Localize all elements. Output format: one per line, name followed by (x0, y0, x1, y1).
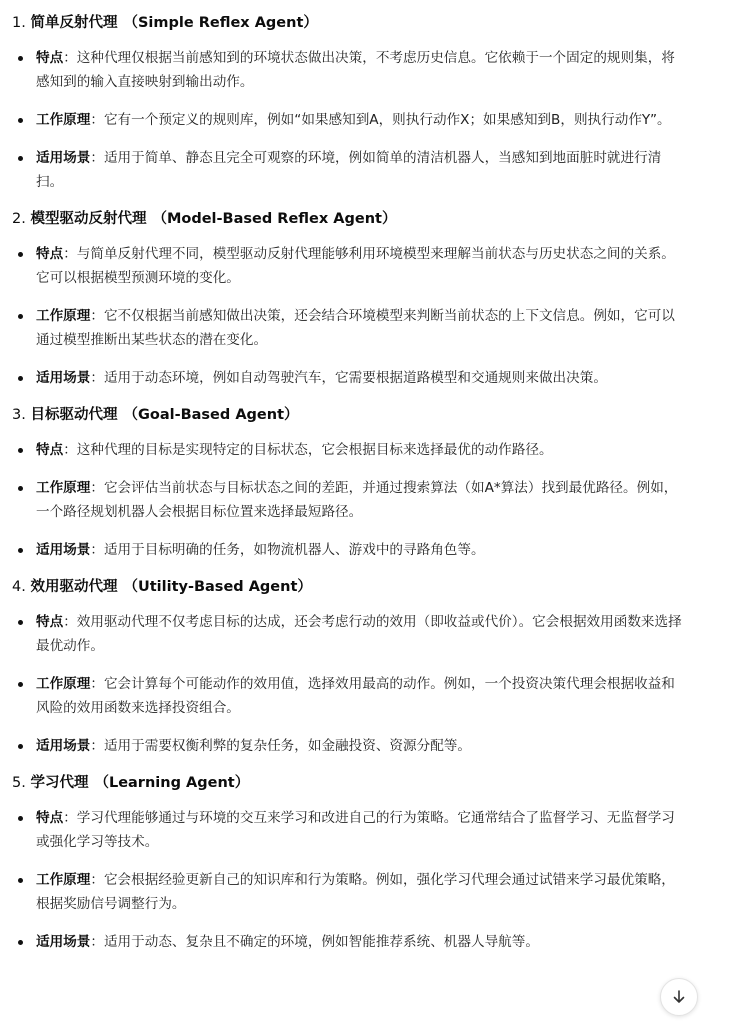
point-label: 适用场景 (36, 150, 91, 166)
section-title (12, 208, 688, 230)
point-text: ：这种代理的目标是实现特定的目标状态，它会根据目标来选择最优的动作路径。 (63, 442, 553, 458)
section-title-en: （Simple Reflex Agent） (123, 15, 318, 31)
point-label: 工作原理 (36, 676, 91, 692)
point-label: 适用场景 (36, 542, 91, 558)
section-model-based-reflex-agent (12, 208, 688, 390)
point-label: 工作原理 (36, 480, 91, 496)
list-item (12, 46, 688, 94)
point-text: ：适用于简单、静态且完全可观察的环境，例如简单的清洁机器人，当感知到地面脏时就进行清扫。 (36, 150, 662, 190)
section-number: 5. (12, 775, 26, 791)
point-label: 适用场景 (36, 370, 91, 386)
point-text: ：它不仅根据当前感知做出决策，还会结合环境模型来判断当前状态的上下文信息。例如，它可以通过模型推断出某些状态的潜在变化。 (36, 308, 675, 348)
bullet-icon (18, 486, 23, 491)
section-number: 2. (12, 211, 26, 227)
list-item (12, 108, 688, 132)
bullet-icon (18, 56, 23, 61)
section-title-en: （Utility-Based Agent） (123, 579, 312, 595)
point-text: ：它会根据经验更新自己的知识库和行为策略。例如，强化学习代理会通过试错来学习最优策略，根据奖励信号调整行为。 (36, 872, 675, 912)
point-label: 特点 (36, 50, 64, 66)
section-title-en: （Learning Agent） (94, 775, 250, 791)
point-label: 工作原理 (36, 112, 91, 128)
list-item (12, 242, 688, 290)
bullet-icon (18, 744, 23, 749)
point-list (12, 242, 688, 390)
point-label: 特点 (36, 442, 64, 458)
point-text: ：适用于动态环境，例如自动驾驶汽车，它需要根据道路模型和交通规则来做出决策。 (90, 370, 607, 386)
section-number: 1. (12, 15, 26, 31)
bullet-icon (18, 156, 23, 161)
bullet-icon (18, 548, 23, 553)
bullet-icon (18, 816, 23, 821)
section-learning-agent (12, 772, 688, 954)
point-label: 适用场景 (36, 738, 91, 754)
point-list (12, 806, 688, 954)
point-text: ：适用于目标明确的任务，如物流机器人、游戏中的寻路角色等。 (90, 542, 485, 558)
point-list (12, 46, 688, 194)
section-title (12, 404, 688, 426)
bullet-icon (18, 940, 23, 945)
bullet-icon (18, 620, 23, 625)
point-list (12, 610, 688, 758)
bullet-icon (18, 118, 23, 123)
point-text: ：与简单反射代理不同，模型驱动反射代理能够利用环境模型来理解当前状态与历史状态之间的关系。它可以根据模型预测环境的变化。 (36, 246, 675, 286)
arrow-down-icon (671, 989, 687, 1005)
point-text: ：适用于需要权衡利弊的复杂任务，如金融投资、资源分配等。 (90, 738, 471, 754)
list-item (12, 304, 688, 352)
section-title (12, 772, 688, 794)
point-text: ：适用于动态、复杂且不确定的环境，例如智能推荐系统、机器人导航等。 (90, 934, 539, 950)
point-text: ：它有一个预定义的规则库，例如“如果感知到A，则执行动作X；如果感知到B，则执行动作Y”。 (90, 112, 671, 128)
point-text: ：这种代理仅根据当前感知到的环境状态做出决策，不考虑历史信息。它依赖于一个固定的规则集，将感知到的输入直接映射到输出动作。 (36, 50, 675, 90)
list-item (12, 146, 688, 194)
section-number: 4. (12, 579, 26, 595)
point-text: ：效用驱动代理不仅考虑目标的达成，还会考虑行动的效用（即收益或代价）。它会根据效用函数来选择最优动作。 (36, 614, 682, 654)
section-title (12, 576, 688, 598)
list-item (12, 672, 688, 720)
section-title-zh: 模型驱动反射代理 (30, 211, 147, 227)
list-item (12, 930, 688, 954)
list-item (12, 476, 688, 524)
point-label: 特点 (36, 810, 64, 826)
section-goal-based-agent (12, 404, 688, 562)
section-utility-based-agent (12, 576, 688, 758)
bullet-icon (18, 878, 23, 883)
section-title-en: （Model-Based Reflex Agent） (152, 211, 397, 227)
section-simple-reflex-agent (12, 12, 688, 194)
list-item (12, 806, 688, 854)
section-title (12, 12, 688, 34)
chat-response (12, 8, 688, 968)
list-item (12, 438, 688, 462)
section-title-zh: 学习代理 (30, 775, 89, 791)
list-item (12, 734, 688, 758)
point-label: 特点 (36, 246, 64, 262)
point-label: 工作原理 (36, 308, 91, 324)
point-text: ：学习代理能够通过与环境的交互来学习和改进自己的行为策略。它通常结合了监督学习、无监督学习或强化学习等技术。 (36, 810, 675, 850)
list-item (12, 610, 688, 658)
bullet-icon (18, 314, 23, 319)
section-title-zh: 目标驱动代理 (30, 407, 118, 423)
point-label: 适用场景 (36, 934, 91, 950)
bullet-icon (18, 252, 23, 257)
point-label: 工作原理 (36, 872, 91, 888)
list-item (12, 366, 688, 390)
point-text: ：它会计算每个可能动作的效用值，选择效用最高的动作。例如，一个投资决策代理会根据收益和风险的效用函数来选择投资组合。 (36, 676, 675, 716)
section-title-zh: 效用驱动代理 (30, 579, 118, 595)
section-title-zh: 简单反射代理 (30, 15, 118, 31)
section-number: 3. (12, 407, 26, 423)
point-label: 特点 (36, 614, 64, 630)
section-title-en: （Goal-Based Agent） (123, 407, 299, 423)
point-list (12, 438, 688, 562)
point-text: ：它会评估当前状态与目标状态之间的差距，并通过搜索算法（如A*算法）找到最优路径。例如，一个路径规划机器人会根据目标位置来选择最短路径。 (36, 480, 678, 520)
list-item (12, 538, 688, 562)
bullet-icon (18, 376, 23, 381)
list-item (12, 868, 688, 916)
bullet-icon (18, 448, 23, 453)
bullet-icon (18, 682, 23, 687)
scroll-to-bottom-button[interactable] (660, 978, 698, 1016)
